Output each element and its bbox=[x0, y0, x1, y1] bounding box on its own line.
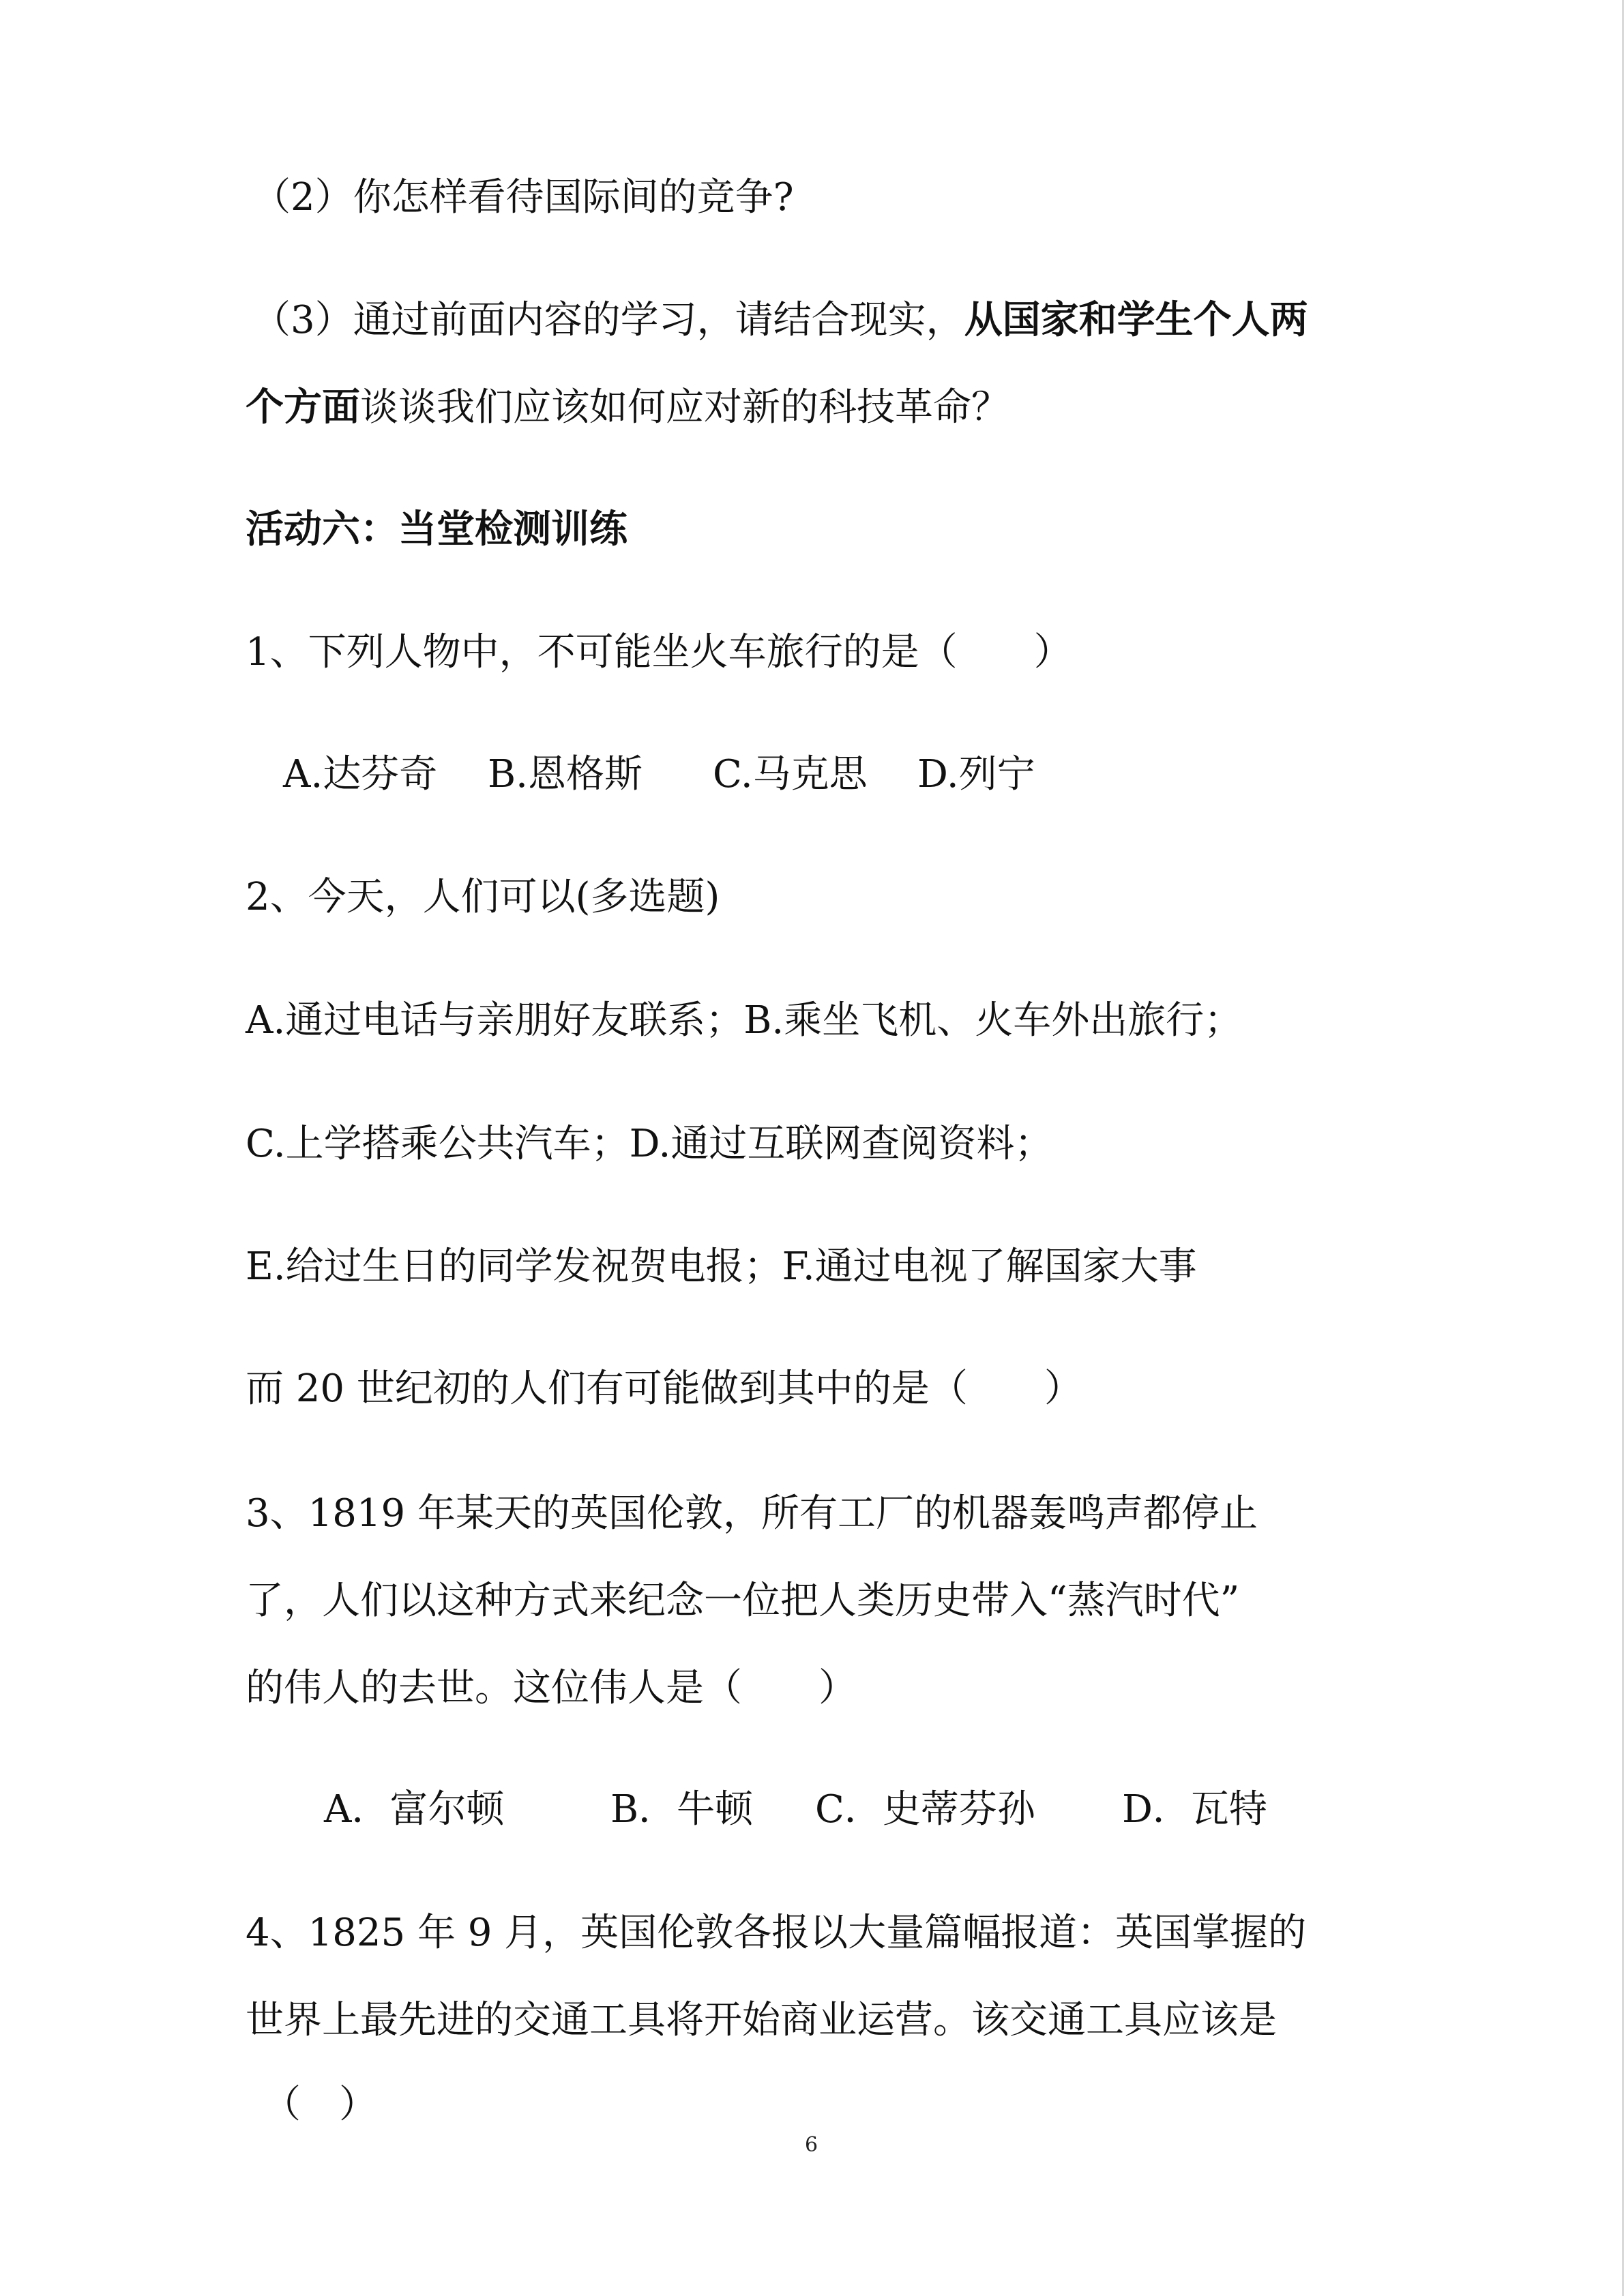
reflection-question-3-line-2 bbox=[246, 381, 1009, 435]
test-question-3-line-3: 的伟人的去世。这位伟人是（ ） bbox=[246, 1666, 857, 1710]
question-3-emphasis-cont: 个方面 bbox=[246, 385, 360, 430]
test-question-1-options bbox=[283, 747, 1035, 802]
test-question-2-stem: 2、今天，人们可以(多选题) bbox=[246, 875, 720, 919]
question-3-text-cont: 谈谈我们应该如何应对新的科技革命？ bbox=[360, 385, 1009, 430]
test-question-2-options-cd: C.上学搭乘公共汽车；D.通过互联网查阅资料； bbox=[246, 1122, 1053, 1166]
question-3-text: （3）通过前面内容的学习，请结合现实， bbox=[252, 298, 964, 342]
option-a: A．富尔顿 bbox=[324, 1787, 505, 1832]
test-question-2-options-ef: E.给过生日的同学发祝贺电报；F.通过电视了解国家大事 bbox=[246, 1244, 1197, 1289]
test-question-2-question: 而 20 世纪初的人们有可能做到其中的是（ ） bbox=[246, 1367, 1082, 1411]
option-a: A.达芬奇 bbox=[283, 752, 438, 796]
option-b: B．牛顿 bbox=[610, 1787, 754, 1832]
activity-6-heading: 活动六：当堂检测训练 bbox=[246, 507, 628, 552]
page-number: 6 bbox=[805, 2133, 818, 2157]
test-question-2-options-ab: A.通过电话与亲朋好友联系；B.乘坐飞机、火车外出旅行； bbox=[246, 998, 1243, 1043]
reflection-question-3-line-1 bbox=[252, 293, 1308, 348]
test-question-1-stem: 1、下列人物中，不可能坐火车旅行的是（ ） bbox=[246, 630, 1072, 674]
test-question-3-options bbox=[324, 1783, 1267, 1837]
option-c: C．史蒂芬孙 bbox=[815, 1787, 1035, 1832]
option-b: B.恩格斯 bbox=[488, 752, 643, 796]
option-d: D.列宁 bbox=[917, 752, 1035, 796]
option-c: C.马克思 bbox=[713, 752, 868, 796]
reflection-question-2: （2）你怎样看待国际间的竞争? bbox=[252, 175, 794, 220]
test-question-4-line-1: 4、1825 年 9 月，英国伦敦各报以大量篇幅报道：英国掌握的 bbox=[246, 1911, 1307, 1955]
test-question-3-line-1: 3、1819 年某天的英国伦敦，所有工厂的机器轰鸣声都停止 bbox=[246, 1491, 1258, 1536]
question-3-emphasis: 从国家和学生个人两 bbox=[964, 298, 1308, 342]
test-question-3-line-2: 了，人们以这种方式来纪念一位把人类历史带入“蒸汽时代” bbox=[246, 1579, 1240, 1623]
test-question-4-line-2: 世界上最先进的交通工具将开始商业运营。该交通工具应该是 bbox=[246, 1998, 1277, 2042]
option-d: D．瓦特 bbox=[1122, 1787, 1267, 1832]
test-question-4-line-3: （ ） bbox=[263, 2083, 377, 2127]
